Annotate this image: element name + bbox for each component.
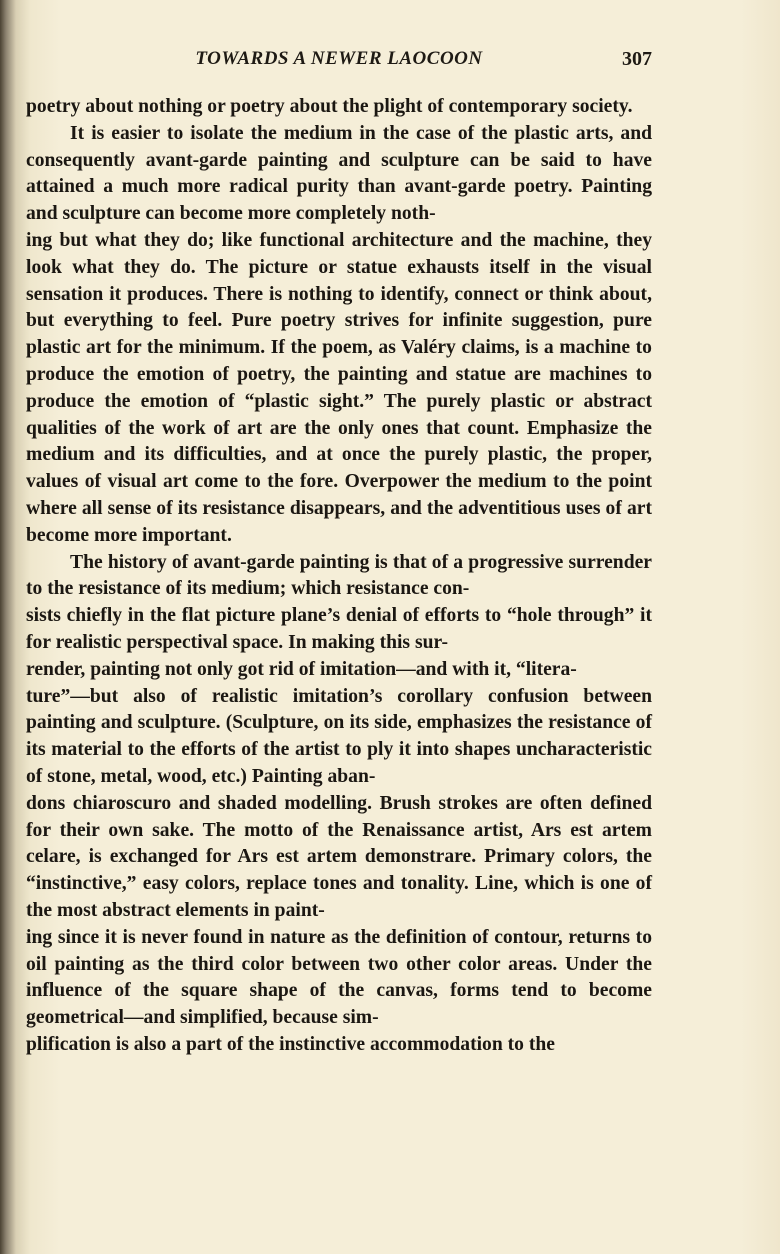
running-head: TOWARDS A NEWER LAOCOON bbox=[195, 48, 483, 69]
text-line: the painting and statue are machines to produce the emotion of bbox=[26, 363, 653, 412]
text-line: render, painting not only got rid of imitation—and with it, “litera- bbox=[26, 658, 577, 680]
text-line: they look what they do. The picture or statue exhausts itself in the bbox=[26, 229, 653, 278]
text-line: society. bbox=[572, 96, 633, 117]
page-header bbox=[26, 48, 652, 78]
text-line: tonality. Line, which is one of the most abstract elements in paint- bbox=[26, 873, 653, 921]
text-line: where all sense of its resistance disappears, and the adventitious bbox=[26, 497, 561, 519]
text-line: as Valéry claims, is a machine to produce the emotion of poetry, bbox=[26, 337, 652, 385]
text-line: defined for their own sake. The motto of the Renaissance artist, bbox=[26, 792, 652, 841]
text-line: The history of avant-garde painting is that of a progressive bbox=[70, 551, 564, 573]
text-line: said to have attained a much more radical purity than avant-garde bbox=[26, 149, 652, 198]
paragraph bbox=[26, 94, 652, 121]
text-line: difficulties, and at once the purely plastic, the proper, values of bbox=[26, 444, 653, 493]
text-line: It is easier to isolate the medium in the case of the plastic bbox=[70, 122, 569, 144]
text-line: dons chiaroscuro and shaded modelling. Brush strokes are often bbox=[26, 792, 583, 814]
text-line: painting and sculpture. (Sculpture, on its side, emphasizes the bbox=[26, 712, 543, 734]
text-line: infinite suggestion, pure plastic art for the minimum. If the poem, bbox=[26, 310, 652, 359]
paragraph bbox=[26, 121, 652, 550]
text-line: visual sensation it produces. There is nothing to identify, connect bbox=[26, 256, 652, 305]
text-line: ture”—but also of realistic imitation’s corollary confusion between bbox=[26, 685, 652, 707]
text-line: through” it for realistic perspectival space. In making this sur- bbox=[26, 605, 652, 653]
text-line: surrender to the resistance of its medium; which resistance con- bbox=[26, 551, 652, 600]
text-line: plification is also a part of the instinctive accommodation to the bbox=[26, 1033, 555, 1055]
text-line: visual art come to the fore. Overpower the medium to the point bbox=[107, 471, 652, 493]
text-line: resistance of its material to the efforts of the artist to ply it into bbox=[26, 712, 652, 761]
text-line: forms tend to become geometrical—and simplified, because sim- bbox=[26, 980, 652, 1029]
text-line: Ars est artem celare, is exchanged for Ars est artem demonstrare. bbox=[26, 819, 652, 868]
text-line: or think about, but everything to feel. Pure poetry strives for bbox=[26, 283, 652, 332]
text-line: of art are the only ones that count. Emphasize the medium and its bbox=[26, 417, 652, 466]
text-line: arts, and consequently avant-garde painting and sculpture can be bbox=[26, 122, 652, 171]
text-line: ing but what they do; like functional architecture and the machine, bbox=[26, 229, 609, 251]
text-line: poetry about nothing or poetry about the plight of contemporary bbox=[26, 96, 568, 117]
text-line: returns to oil painting as the third color between two other color bbox=[26, 926, 653, 975]
page-number: 307 bbox=[622, 48, 652, 70]
text-line: sists chiefly in the flat picture plane’s denial of efforts to “hole bbox=[26, 605, 552, 627]
text-line: poetry. Painting and sculpture can become more completely noth- bbox=[26, 176, 652, 225]
text-line: areas. Under the influence of the square shape of the canvas, bbox=[26, 953, 652, 1002]
text-line: “plastic sight.” The purely plastic or abstract qualities of the work bbox=[26, 390, 653, 439]
paragraph bbox=[26, 550, 652, 1059]
text-line: shapes uncharacteristic of stone, metal, wood, etc.) Painting aban- bbox=[26, 739, 653, 787]
text-line: ing since it is never found in nature as the definition of contour, bbox=[26, 926, 563, 948]
body-text bbox=[26, 94, 652, 1059]
text-line: Primary colors, the “instinctive,” easy colors, replace tones and bbox=[26, 846, 653, 895]
text-line: uses of art become more important. bbox=[26, 497, 652, 546]
